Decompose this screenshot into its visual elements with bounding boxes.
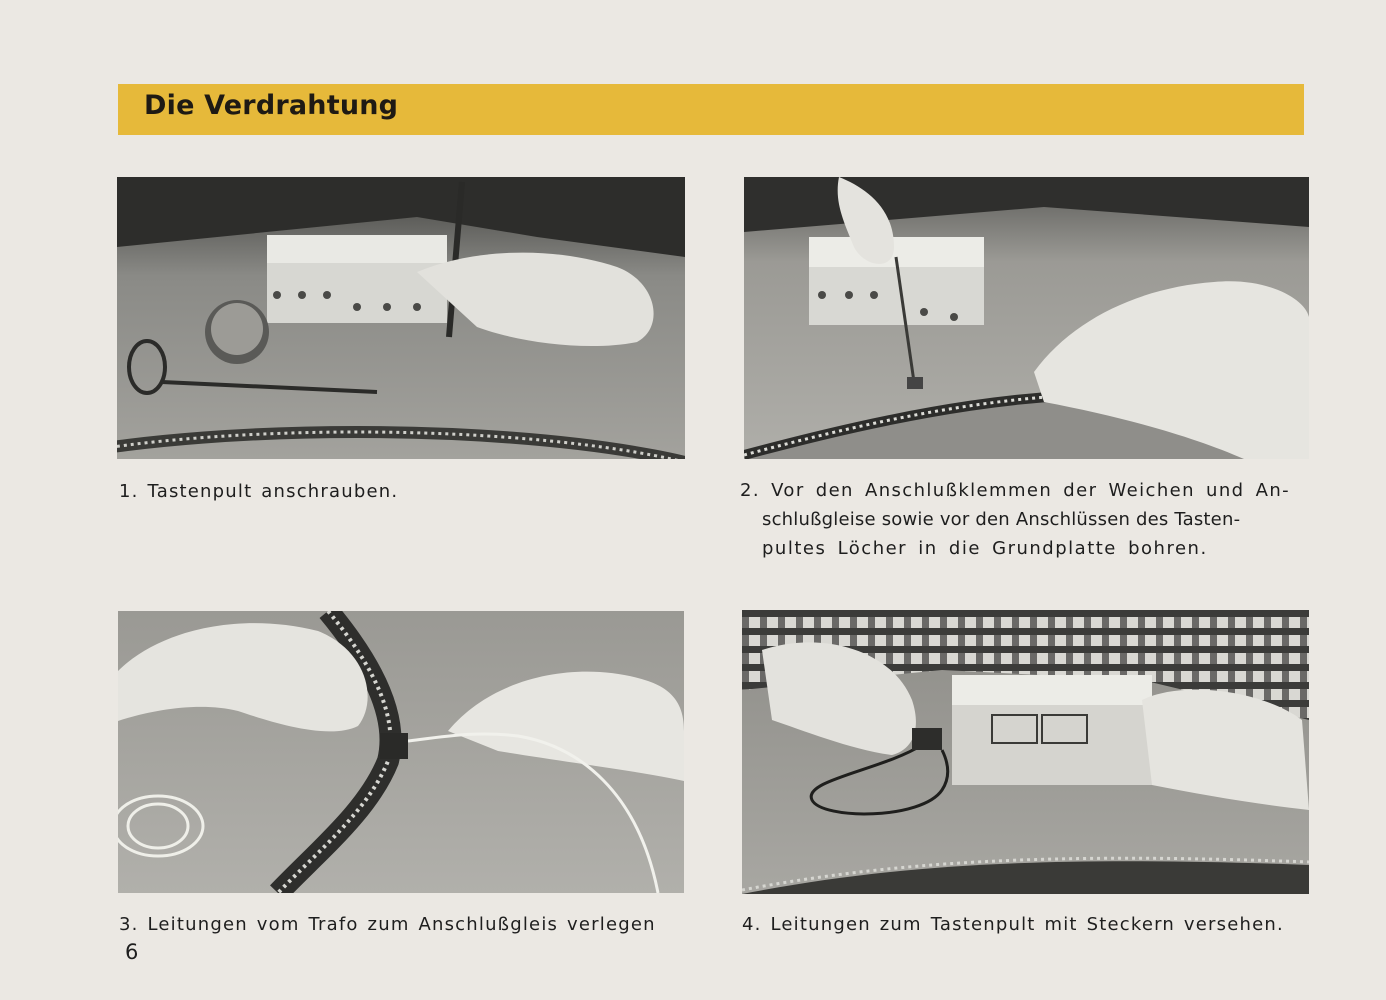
- photo-step-4: [742, 610, 1309, 894]
- photo-step-1-image: [117, 177, 685, 459]
- page-number: 6: [125, 940, 139, 964]
- photo-step-1: [117, 177, 685, 459]
- caption-step-2: [740, 476, 1290, 563]
- caption-step-2-line-1: 2. Vor den Anschlußklemmen der Weichen und An-: [740, 480, 1291, 501]
- caption-step-2-line-2: schlußgleise sowie vor den Anschlüssen des Tasten-: [762, 509, 1241, 530]
- caption-step-1: 1. Tastenpult anschrauben.: [119, 481, 399, 502]
- photo-step-2-image: [744, 177, 1309, 459]
- section-header-band: [118, 84, 1304, 135]
- photo-step-2: [744, 177, 1309, 459]
- photo-step-3: [118, 611, 684, 893]
- section-title: Die Verdrahtung: [144, 90, 399, 121]
- photo-step-3-image: [118, 611, 684, 893]
- caption-step-2-line-3: pultes Löcher in die Grundplatte bohren.: [762, 538, 1208, 559]
- photo-step-4-image: [742, 610, 1309, 894]
- caption-step-3: 3. Leitungen vom Trafo zum Anschlußgleis verlegen: [119, 914, 656, 935]
- caption-step-4: 4. Leitungen zum Tastenpult mit Steckern versehen.: [742, 914, 1284, 935]
